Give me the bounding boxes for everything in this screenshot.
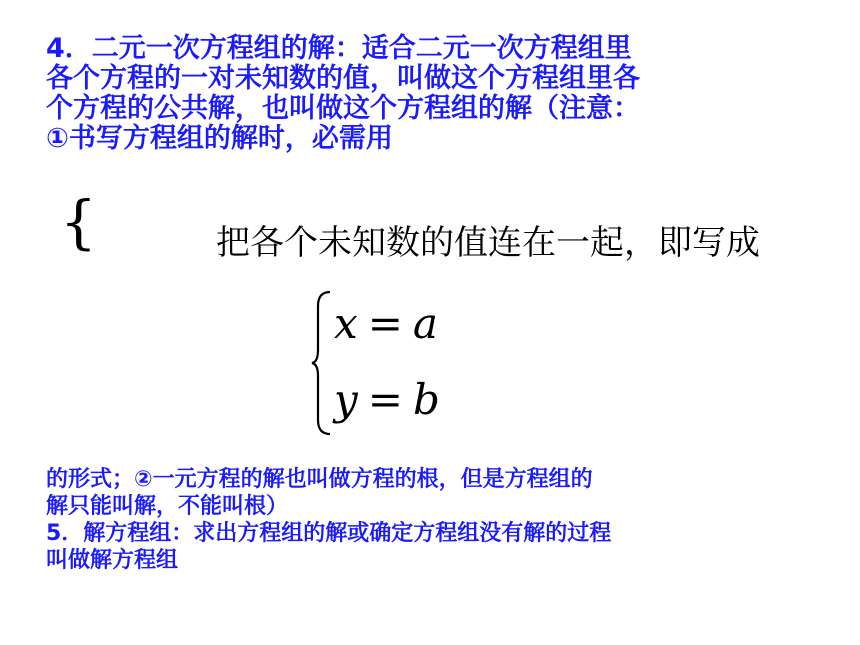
eq1-var: x bbox=[334, 299, 358, 348]
notes-paragraph bbox=[46, 466, 611, 574]
definition-paragraph bbox=[46, 34, 640, 154]
definition-line: ①书写方程组的解时，必需用 bbox=[46, 123, 393, 154]
eq2-val: b bbox=[412, 375, 440, 424]
eq2-op: = bbox=[367, 375, 403, 424]
notes-line: 解只能叫解，不能叫根） bbox=[46, 494, 289, 519]
write-together-text: 把各个未知数的值连在一起，即写成 bbox=[216, 223, 760, 263]
definition-line: 个方程的公共解，也叫做这个方程组的解（注意： bbox=[46, 93, 640, 124]
equation-system bbox=[310, 288, 470, 438]
definition-line: 各个方程的一对未知数的值，叫做这个方程组里各 bbox=[46, 63, 640, 94]
eq1-val: a bbox=[412, 299, 438, 348]
notes-line: 5．解方程组：求出方程组的解或确定方程组没有解的过程 bbox=[46, 521, 612, 546]
equation-y-equals-b bbox=[334, 375, 440, 424]
notes-line: 叫做解方程组 bbox=[46, 548, 179, 573]
definition-line: 4．二元一次方程组的解：适合二元一次方程组里 bbox=[46, 33, 632, 64]
left-brace-symbol: { bbox=[60, 188, 97, 256]
eq2-var: y bbox=[334, 375, 358, 424]
notes-line: 的形式；②一元方程的解也叫做方程的根，但是方程组的 bbox=[46, 467, 593, 492]
eq1-op: = bbox=[367, 299, 403, 348]
equation-x-equals-a bbox=[334, 299, 438, 348]
system-brace bbox=[310, 288, 334, 438]
